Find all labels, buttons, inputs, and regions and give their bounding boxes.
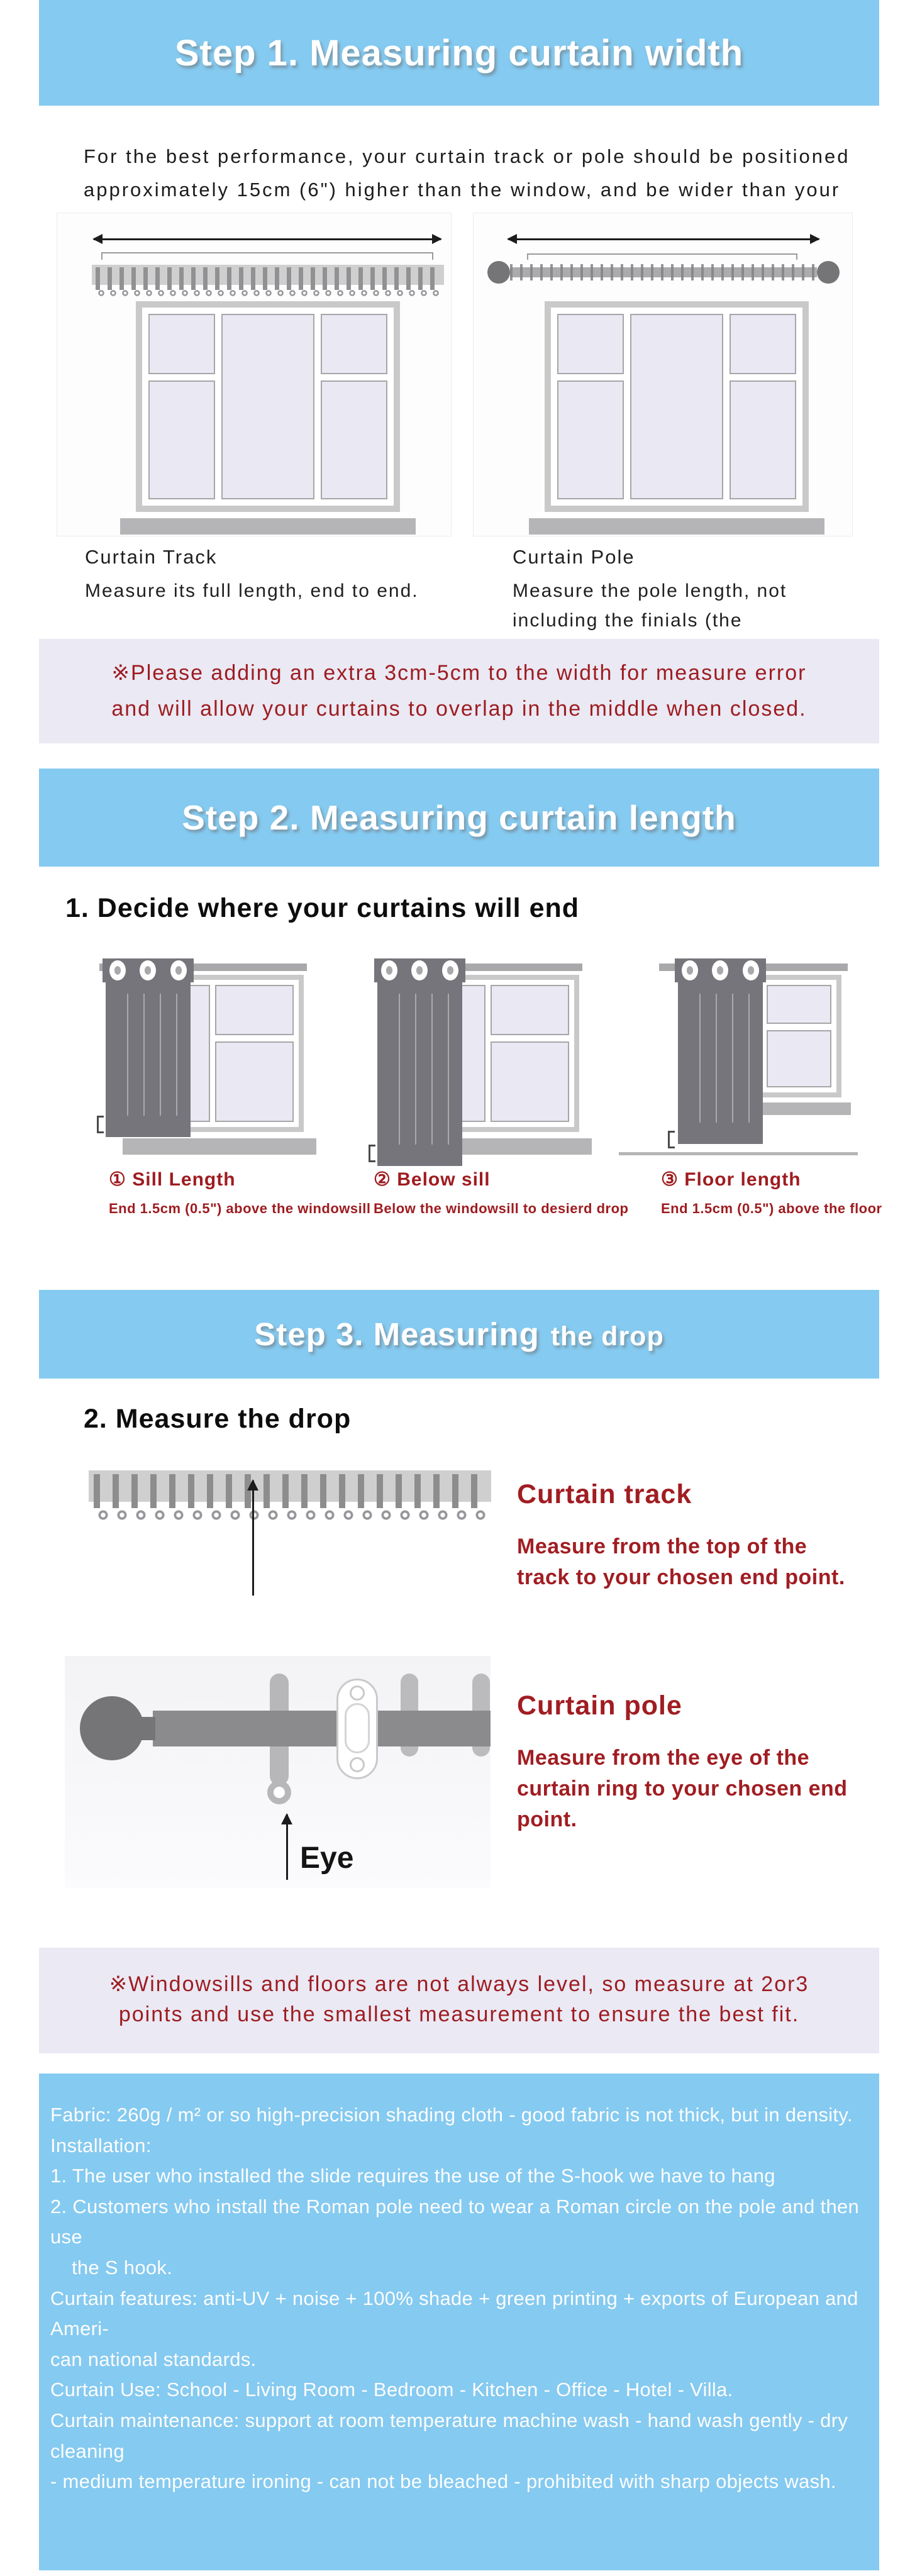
step3-header-band	[39, 1290, 879, 1379]
window-middle-column	[630, 314, 724, 499]
caption-text: Measure its full length, end to end.	[85, 580, 419, 601]
step3-title	[254, 1316, 663, 1353]
curtain-body	[106, 958, 191, 1137]
caption-desc: Below the windowsill to desierd drop	[374, 1201, 629, 1216]
caption-title: ③ Floor length	[661, 1169, 801, 1190]
measure-bracket	[101, 252, 433, 260]
window-pane	[221, 314, 315, 499]
track-rings	[96, 289, 440, 297]
sill-length-caption	[109, 1169, 370, 1217]
windowsill	[120, 518, 416, 535]
curtain-graphic	[106, 958, 191, 1137]
grommet-icon	[170, 960, 187, 980]
windowsill-ledge	[128, 512, 408, 518]
window-column	[491, 985, 569, 1122]
footer-line: 2. Customers who install the Roman pole need to wear a Roman circle on the pole and then use	[50, 2195, 860, 2248]
curtain-track-graphic	[89, 1470, 491, 1502]
windowsill	[529, 518, 824, 535]
note-line: and will allow your curtains to overlap in the middle when closed.	[111, 697, 807, 721]
window-pane	[730, 314, 796, 374]
floor-length-caption	[661, 1169, 882, 1217]
curtain-pole-figure	[473, 213, 853, 536]
window-pane	[767, 1030, 831, 1087]
step3-title-sub: the drop	[550, 1321, 664, 1352]
curtain-pole-graphic	[510, 267, 817, 277]
track-description: Measure from the top of the track to your chosen end point.	[517, 1535, 845, 1589]
curtain-pole-caption	[513, 546, 787, 635]
measure-endmark	[369, 1145, 375, 1162]
window-pane	[557, 314, 624, 374]
window-right-column	[321, 314, 387, 499]
windowsill	[123, 1138, 316, 1155]
window-graphic	[136, 301, 400, 512]
grommet-icon	[411, 960, 428, 980]
caption-title: ② Below sill	[374, 1169, 491, 1190]
width-arrow	[94, 238, 441, 240]
drop-arrow	[252, 1480, 254, 1596]
window-column	[767, 985, 831, 1087]
finial-ball	[80, 1696, 144, 1760]
caption-title: Curtain Track	[85, 546, 218, 568]
measure-bracket	[527, 253, 797, 260]
curtain-body	[377, 958, 462, 1166]
eye-label: Eye	[300, 1841, 354, 1875]
caption-title: Curtain Pole	[513, 546, 635, 568]
caption-desc: End 1.5cm (0.5") above the floor	[661, 1201, 882, 1216]
window-pane	[321, 380, 387, 499]
curtain-track-figure	[57, 213, 452, 536]
windowsill-ledge	[536, 512, 817, 518]
track-drop-figure	[89, 1470, 491, 1621]
step2-title: Step 2. Measuring curtain length	[182, 798, 736, 837]
footer-line: Curtain maintenance: support at room temperature machine wash - hand wash gently - dry cleaning	[50, 2409, 848, 2462]
level-note-box	[39, 1948, 879, 2053]
note-line: ※Windowsills and floors are not always level, so measure at 2or3	[109, 1972, 809, 1996]
caption-desc: End 1.5cm (0.5") above the windowsill	[109, 1201, 371, 1216]
window-pane	[491, 1041, 569, 1122]
grommet-icon	[682, 960, 698, 980]
footer-line: 1. The user who installed the slide requires the use of the S-hook we have to hang	[50, 2165, 775, 2187]
pole-drop-figure	[65, 1656, 491, 1888]
curtain-track-graphic	[92, 265, 444, 285]
note-line: points and use the smallest measurement to ensure the best fit.	[118, 2002, 800, 2026]
footer-line: the S hook.	[72, 2256, 173, 2279]
footer-line: - medium temperature ironing - can not be bleached - prohibited with sharp objects wash.	[50, 2470, 836, 2493]
bracket-stem	[345, 1703, 370, 1753]
grommet-icon	[743, 960, 759, 980]
window-pane	[730, 380, 796, 499]
window-pane	[148, 380, 215, 499]
ring-eye	[267, 1780, 291, 1804]
grommet-icon	[140, 960, 156, 980]
wall-bracket	[336, 1679, 378, 1779]
window-column	[215, 985, 294, 1122]
step2-header-band	[39, 769, 879, 867]
product-details-footer	[39, 2074, 879, 2570]
window-left-column	[557, 314, 624, 499]
footer-line: Fabric: 260g / m² or so high-precision shading cloth - good fabric is not thick, but in density.	[50, 2104, 853, 2126]
step2-subtitle: 1. Decide where your curtains will end	[65, 893, 580, 923]
pole-bar	[153, 1711, 491, 1746]
floor-line	[619, 1152, 858, 1155]
curtain-header	[103, 958, 194, 982]
curtain-header	[675, 958, 766, 982]
window-graphic	[545, 301, 809, 512]
footer-line: Curtain features: anti-UV + noise + 100% shade + green printing + exports of European and Ameri-	[50, 2287, 858, 2340]
window-pane	[557, 380, 624, 499]
footer-line: can national standards.	[50, 2348, 257, 2370]
window-left-column	[148, 314, 215, 499]
step1-intro-paragraph	[84, 140, 863, 206]
step1-title: Step 1. Measuring curtain width	[174, 32, 744, 74]
note-line: ※Please adding an extra 3cm-5cm to the width for measure error	[111, 661, 807, 685]
pole-heading: Curtain pole	[517, 1690, 682, 1721]
grommet-icon	[381, 960, 397, 980]
window-pane	[630, 314, 724, 499]
sill-length-figure	[94, 945, 314, 1171]
curtain-graphic	[377, 958, 462, 1166]
width-note-box	[39, 639, 879, 743]
window-pane	[215, 1041, 294, 1122]
step1-header-band	[39, 0, 879, 106]
curtain-track-text	[517, 1479, 845, 1593]
window-pane	[321, 314, 387, 374]
window-right-column	[730, 314, 796, 499]
curtain-pole-text	[517, 1690, 848, 1835]
curtain-track-caption	[85, 546, 419, 606]
curtain-graphic	[678, 958, 763, 1144]
footer-line: Installation:	[50, 2134, 152, 2157]
pole-description: Measure from the eye of the curtain ring to your chosen end point.	[517, 1746, 848, 1831]
track-rings	[94, 1509, 486, 1522]
caption-text: including the finials (the	[513, 610, 743, 631]
footer-line: Curtain Use: School - Living Room - Bedroom - Kitchen - Office - Hotel - Villa.	[50, 2379, 733, 2401]
finial-right	[817, 261, 840, 284]
intro-line-2: approximately 15cm (6") higher than the window, and be wider than your	[84, 179, 841, 201]
floor-length-figure	[654, 945, 874, 1171]
measure-endmark	[668, 1131, 675, 1148]
window-pane	[767, 985, 831, 1024]
window-middle-column	[221, 314, 315, 499]
below-sill-figure	[370, 945, 590, 1171]
finial-left	[487, 261, 510, 284]
curtain-body	[678, 958, 763, 1144]
intro-line-1: For the best performance, your curtain track or pole should be positioned	[84, 145, 850, 167]
caption-title: ① Sill Length	[109, 1169, 236, 1190]
eye-arrow	[286, 1814, 288, 1880]
curtain-length-figures	[0, 945, 910, 1221]
grommet-icon	[442, 960, 458, 980]
below-sill-caption	[374, 1169, 628, 1217]
window-pane	[215, 985, 294, 1035]
curtain-header	[374, 958, 465, 982]
step3-title-main: Step 3. Measuring	[254, 1316, 540, 1352]
grommet-icon	[109, 960, 126, 980]
window-pane	[148, 314, 215, 374]
grommet-icon	[712, 960, 728, 980]
step3-subtitle: 2. Measure the drop	[84, 1404, 352, 1434]
measure-endmark	[97, 1116, 104, 1133]
caption-text: Measure the pole length, not	[513, 580, 787, 601]
track-heading: Curtain track	[517, 1479, 692, 1509]
width-arrow	[508, 238, 819, 240]
window-pane	[491, 985, 569, 1035]
